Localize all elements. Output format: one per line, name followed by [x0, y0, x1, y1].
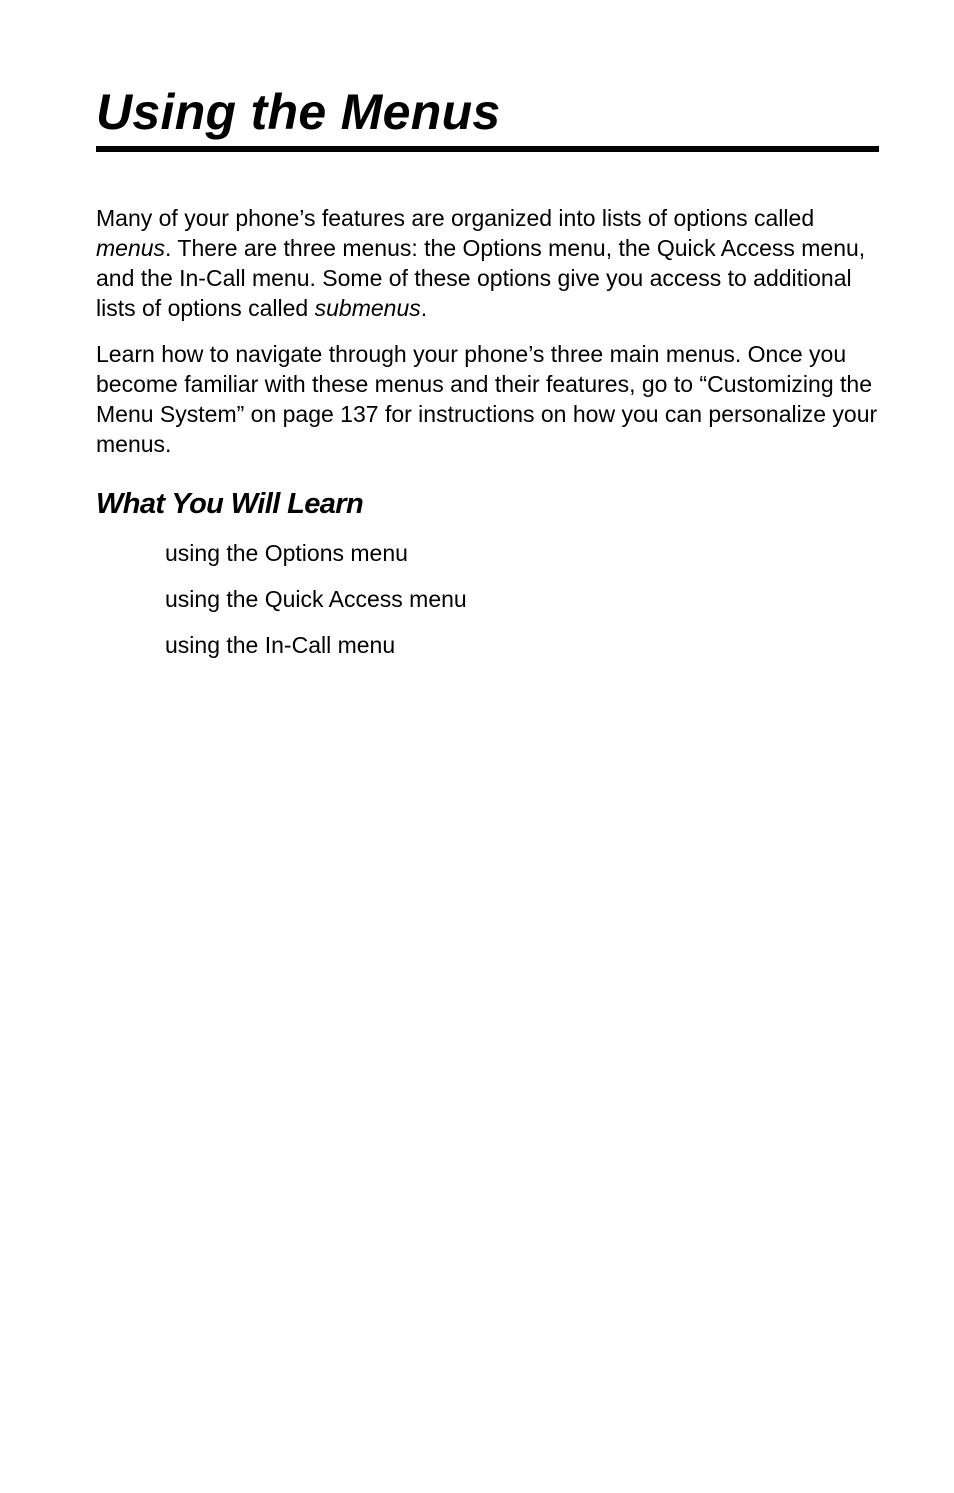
intro-p1-before: Many of your phone’s features are organized into lists of options called	[96, 205, 815, 231]
learn-list	[165, 538, 467, 676]
title-rule	[96, 146, 879, 152]
list-item: using the In-Call menu	[165, 632, 396, 658]
section-heading: What You Will Learn	[96, 488, 364, 520]
term-menus: menus	[96, 235, 166, 261]
page-title: Using the Menus	[96, 84, 501, 140]
list-item: using the Options menu	[165, 540, 408, 566]
term-submenus: submenus	[314, 295, 421, 321]
intro-p1-middle: . There are three menus: the Options menu, the Quick Access menu, and the In-Call menu. Some of these options give you access to additional lists of options called	[96, 235, 866, 321]
intro-text	[96, 203, 878, 475]
list-item: using the Quick Access menu	[165, 586, 467, 612]
intro-p1-after: .	[420, 295, 428, 321]
intro-paragraph-1	[96, 203, 878, 323]
intro-paragraph-2: Learn how to navigate through your phone’s three main menus. Once you become familiar with these menus and their features, go to “Customizing the Menu System” on page 137 for instructions on how you can personalize your menus.	[96, 341, 878, 457]
